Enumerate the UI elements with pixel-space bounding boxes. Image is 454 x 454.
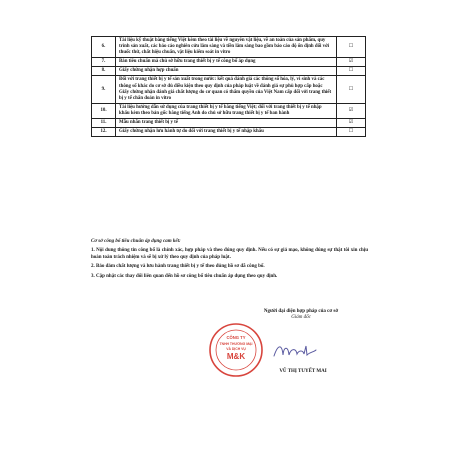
row-description: Tài liệu kỹ thuật bằng tiếng Việt kèm theo tài liệu về nguyên vật liệu, về an toàn của sản phẩm, quy trình sản xuất, các báo cáo nghiên cứu lâm sàng và tiền lâm sàng bao gồm báo cáo độ ổn định đối với thuốc thử, chất hiệu chuẩn, vật liệu kiểm soát in vitro [116,37,337,58]
handwritten-signature [270,340,320,362]
row-description: Mẫu nhãn trang thiết bị y tế [116,119,337,128]
table-row [92,76,366,103]
stamp-line-2: VÀ DỊCH VỤ [226,347,246,351]
signatory-name: VŨ THỊ TUYẾT MAI [279,369,327,374]
commitment-heading: Cơ sở công bố tiêu chuẩn áp dụng cam kết: [91,239,181,244]
stamp-brand: M&K [226,352,246,361]
signatory-title: Người đại diện hợp pháp của cơ sở [263,309,339,314]
row-number: 9. [92,76,116,103]
table-row [92,67,366,76]
table-row [92,128,366,137]
row-number: 7. [92,58,116,67]
commitment-item: 1. Nội dung thông tin công bố là chính xác, hợp pháp và theo đúng quy định. Nếu có sự giả mạo, không đúng sự thật tôi xin chịu hoàn toàn trách nhiệm và sẽ bị xử lý theo quy định của pháp luật. [91,248,368,260]
row-description: Tài liệu hướng dẫn sử dụng của trang thiết bị y tế bằng tiếng Việt; đối với trang thiết bị y tế nhập khẩu kèm theo bản gốc bằng tiếng Anh do chủ sở hữu trang thiết bị y tế ban hành [116,103,337,118]
empty-box-icon: ☐ [337,128,366,137]
table-row [92,119,366,128]
signature-block [236,309,366,321]
stamp-top-text: CÔNG TY [226,335,246,340]
row-number: 11. [92,119,116,128]
commitment-item: 3. Cập nhật các thay đổi liên quan đến hồ sơ công bố tiêu chuẩn áp dụng theo quy định. [91,273,278,279]
stamp-line-1: TNHH THƯƠNG MẠI [219,342,253,346]
document-checklist-table [91,36,366,137]
signatory-role: Giám đốc [291,315,311,321]
empty-box-icon: ☐ [337,67,366,76]
table-row [92,37,366,58]
commitment-item: 2. Bảo đảm chất lượng và lưu hành trang thiết bị y tế theo đúng hồ sơ đã công bố. [91,264,265,270]
table-row [92,103,366,118]
row-number: 6. [92,37,116,58]
row-description: Đối với trang thiết bị y tế sản xuất trong nước: kết quả đánh giá các thông số hóa, lý, vi sinh và các thông số khác do cơ sở đủ điều kiện theo quy định của pháp luật về đánh giá sự phù hợp cấp hoặc Giấy chứng nhận đánh giá chất lượng do cơ quan có thẩm quyền của Việt Nam cấp đối với trang thiết bị y tế chẩn đoán in vitro [116,76,337,103]
empty-box-icon: ☐ [337,37,366,58]
row-number: 10. [92,103,116,118]
row-number: 12. [92,128,116,137]
commitment-section [91,239,368,283]
checked-box-icon: ☑ [337,119,366,128]
empty-box-icon: ☐ [337,76,366,103]
row-description: Giấy chứng nhận hợp chuẩn [116,67,337,76]
table-row [92,58,366,67]
row-description: Giấy chứng nhận lưu hành tự do đối với trang thiết bị y tế nhập khẩu [116,128,337,137]
checked-box-icon: ☑ [337,103,366,118]
row-description: Bản tiêu chuẩn mà chủ sở hữu trang thiết bị y tế công bố áp dụng [116,58,337,67]
checked-box-icon: ☑ [337,58,366,67]
row-number: 8. [92,67,116,76]
